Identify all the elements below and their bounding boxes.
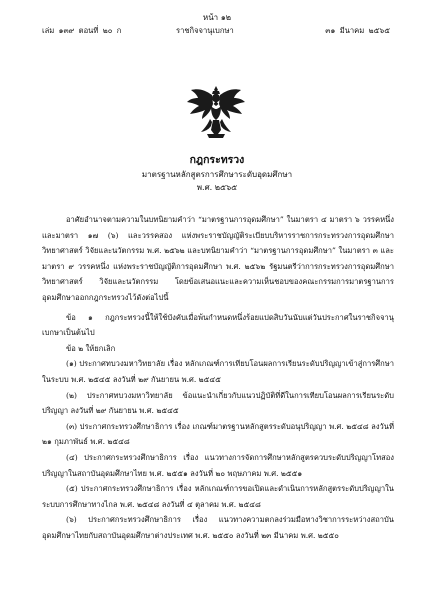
repeal-item-2: (๒) ประกาศทบวงมหาวิทยาลัย ข้อแนะนำเกี่ยวกับแนวปฏิบัติที่ดีในการเทียบโอนผลการเรียนระดับปริญญา ลงวันที่ ๒๙ กันยายน พ.ศ. ๒๕๔๕ [42, 390, 394, 416]
title-block [0, 153, 434, 194]
volume-issue: เล่ม ๑๓๙ ตอนที่ ๒๐ ก [42, 26, 122, 35]
document-subtitle: มาตรฐานหลักสูตรการศึกษาระดับอุดมศึกษา [141, 170, 293, 179]
repeal-item-5: (๕) ประกาศกระทรวงศึกษาธิการ เรื่อง หลักเกณฑ์การขอเปิดและดำเนินการหลักสูตรระดับปริญญาในระบบการศึกษาทางไกล พ.ศ. ๒๕๔๘ ลงวันที่ ๔ ตุลาคม พ.ศ. ๒๕๔๘ [42, 484, 394, 509]
gazette-name: ราชกิจจานุเบกษา [176, 26, 234, 35]
repeal-item-4: (๔) ประกาศกระทรวงศึกษาธิการ เรื่อง แนวทางการจัดการศึกษาหลักสูตรควบระดับปริญญาโทสองปริญญาในสถาบันอุดมศึกษาไทย พ.ศ. ๒๕๕๑ ลงวันที่ ๒๐ พฤษภาคม พ.ศ. ๒๕๕๑ [42, 452, 394, 478]
page-number: หน้า ๑๒ [202, 13, 232, 22]
repeal-item-6: (๖) ประกาศกระทรวงศึกษาธิการ เรื่อง แนวทางความตกลงร่วมมือทางวิชาการระหว่างสถาบันอุดมศึกษาไทยกับสถาบันอุดมศึกษาต่างประเทศ พ.ศ. ๒๕๕๐ ลงวันที่ ๒๓ มีนาคม พ.ศ. ๒๕๕๐ [42, 515, 394, 540]
repeal-item-3: (๓) ประกาศกระทรวงศึกษาธิการ เรื่อง เกณฑ์มาตรฐานหลักสูตรระดับอนุปริญญา พ.ศ. ๒๕๔๘ ลงวันที่ ๒๑ กุมภาพันธ์ พ.ศ. ๒๕๔๘ [42, 421, 394, 447]
clause-1: ข้อ ๑ กฎกระทรวงนี้ให้ใช้บังคับเมื่อพ้นกำหนดหนึ่งร้อยแปดสิบวันนับแต่วันประกาศในราชกิจจานุเบกษาเป็นต้นไป [42, 312, 394, 338]
publication-date: ๓๑ มีนาคม ๒๕๖๕ [325, 26, 390, 35]
garuda-emblem-icon [187, 86, 245, 138]
repeal-item-1: (๑) ประกาศทบวงมหาวิทยาลัย เรื่อง หลักเกณฑ์การเทียบโอนผลการเรียนระดับปริญญาเข้าสู่การศึกษาในระบบ พ.ศ. ๒๕๔๕ ลงวันที่ ๒๙ กันยายน พ.ศ. ๒๕๔๕ [42, 359, 394, 384]
document-body [42, 212, 394, 543]
document-title: กฎกระทรวง [189, 154, 245, 166]
document-year: พ.ศ. ๒๕๖๕ [196, 183, 238, 192]
intro-paragraph: อาศัยอำนาจตามความในบทนิยามคำว่า “มาตรฐานการอุดมศึกษา” ในมาตรา ๔ มาตรา ๖ วรรคหนึ่ง และมาตรา ๑๗ (๖) และวรรคสอง แห่งพระราชบัญญัติระเบียบบริหารราชการกระทรวงการอุดมศึกษา วิทยาศาสตร์ วิจัยและนวัตกรรม พ.ศ. ๒๕๖๒ และบทนิยามคำว่า “มาตรฐานการอุดมศึกษา” ในมาตรา ๓ และมาตรา ๙ วรรคหนึ่ง แห่งพระราชบัญญัติการอุดมศึกษา พ.ศ. ๒๕๖๒ รัฐมนตรีว่าการกระทรวงการอุดมศึกษา วิทยาศาสตร์ วิจัยและนวัตกรรม โดยข้อเสนอแนะและความเห็นชอบของคณะกรรมการมาตรฐานการอุดมศึกษาออกกฎกระทรวงไว้ดังต่อไปนี้ [42, 215, 394, 302]
clause-2: ข้อ ๒ ให้ยกเลิก [66, 343, 116, 353]
